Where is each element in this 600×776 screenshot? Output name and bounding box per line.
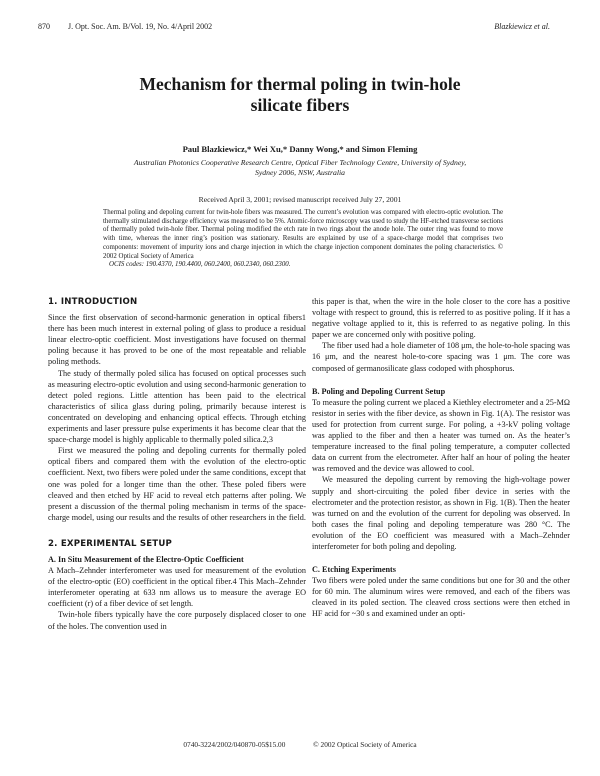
body-paragraph: The study of thermally poled silica has focused on optical processes such as measuring electro-optic evolution and using second-harmonic generation to detect poled regions. Little attention has been paid to the electrical characteristics of silica glass during poling, primarily because interest is concentrated on developing and enhancing optical effects. Through etching experiments and laser pressure pulse experiments it has become clear that the space-charge model is highly applicable to thermally poled silica.2,3	[48, 368, 306, 445]
section-heading-introduction: 1. INTRODUCTION	[48, 297, 138, 307]
left-column	[48, 297, 306, 632]
body-paragraph: this paper is that, when the wire in the hole closer to the core has a positive voltage with respect to ground, this is referred to as positive poling. If it has a negative voltage applied to it, this is referred to as negative poling. In this paper we are concerned only with positive poling.	[312, 297, 570, 340]
issn-price: 0740-3224/2002/040870-05$15.00	[183, 740, 286, 749]
affiliation-line-2: Sydney 2006, NSW, Australia	[255, 168, 345, 177]
section-heading-experimental-setup: 2. EXPERIMENTAL SETUP	[48, 538, 173, 549]
body-paragraph: First we measured the poling and depoling currents for thermally poled optical fibers and compared them with the evolution of the electro-optic coefficient. Next, two fibers were poled under the same conditions, except that one was poled for a longer time than the other. These poled fibers were cleaved and then etched by HF acid to reveal etch patterns after poling. We present a discussion of the thermal poling mechanism in terms of the space-charge model, using our results and the results of other researchers in the field.	[48, 446, 306, 522]
body-paragraph: Twin-hole fibers typically have the core purposely displaced closer to one of the holes. The convention used in	[48, 610, 306, 631]
abstract-text: Thermal poling and depoling current for twin-hole fibers was measured. The current’s evolution was compared with electro-optic evolution. The thermally stimulated discharge efficiency was measured to be 5%. Atomic-force microscopy was used to study the HF-etched transverse sections of thermally poled twin-hole fiber. Thermal poling modified the etch rate in two rings about the anode hole. The outer ring was found to move with time, whereas the inner ring’s position was stationary. Results are explained by use of a space-charge model that comprises two components: movement of impurity ions and charge injection in which the charge injection component dominates the poling characteristics. © 2002 Optical Society of America	[103, 209, 503, 260]
body-paragraph: Since the first observation of second-harmonic generation in optical fibers1 there has been much interest in external poling of glass to produce a residual linear electro-optic coefficient. Most investigations have focused on thermal poling because it has proved to be one of the most repeatable and reliable poling methods.	[48, 313, 306, 367]
running-header	[38, 22, 550, 36]
right-column	[312, 296, 570, 620]
received-dates: Received April 3, 2001; revised manuscript received July 27, 2001	[198, 195, 402, 204]
body-paragraph: A Mach–Zehnder interferometer was used for measurement of the evolution of the electro-optic (EO) coefficient in the optical fiber.4 This Mach–Zehnder interferometer operating at 633 nm allows us to measure the average EO coefficient (r) of a fiber device of set length.	[48, 566, 306, 609]
affiliation-line-1: Australian Photonics Cooperative Research Centre, Optical Fiber Technology Centre, University of Sydney,	[133, 158, 467, 167]
running-authors: Blazkiewicz et al.	[494, 22, 550, 31]
body-paragraph: To measure the poling current we placed a Kiethley electrometer and a 25-MΩ resistor in series with the fiber device, as shown in Fig. 1(A). The resistor was used for protection from current surge. For poling, a +3-kV poling voltage was applied to the fiber and then a heater was turned on. As the heater’s temperature increased to the final poling temperature, a computer collected data on current from the electrometer. After half an hour of poling the heater was removed and the device was allowed to cool.	[312, 397, 570, 474]
subsection-heading-c: C. Etching Experiments	[312, 565, 396, 575]
page-footer	[0, 740, 600, 749]
abstract	[103, 209, 503, 270]
body-paragraph: We measured the depoling current by removing the high-voltage power supply and short-circuiting the poled fiber device in series with the electrometer and the protection resistor, as shown in Fig. 1(B). Then the heater was turned on and the evolution of the current for depoling was observed. In both cases the final poling and depoling temperature was 280 °C. The evolution of the EO coefficient was measured with a Mach–Zehnder interferometer for both poling and depoling.	[312, 475, 570, 551]
title-line-1: Mechanism for thermal poling in twin-hole	[139, 74, 461, 94]
affiliation	[90, 158, 510, 178]
body-paragraph: The fiber used had a hole diameter of 108 μm, the hole-to-hole spacing was 16 μm, and the nearest hole-to-core spacing was 1 μm. The core was composed of germanosilicate glass codoped with phosphorus.	[312, 341, 570, 373]
title-line-2: silicate fibers	[250, 95, 350, 115]
body-paragraph: Two fibers were poled under the same conditions but one for 30 and the other for 60 min. The aluminum wires were removed, and each of the fibers was cleaved in its poled section. The cleaved cross sections were then etched in HF acid for ~30 s and examined under an opti-	[312, 576, 570, 619]
subsection-heading-b: B. Poling and Depoling Current Setup	[312, 386, 446, 396]
subsection-heading-a: A. In Situ Measurement of the Electro-Optic Coefficient	[48, 554, 244, 564]
author-list: Paul Blazkiewicz,* Wei Xu,* Danny Wong,* and Simon Fleming	[182, 144, 418, 154]
copyright-notice: © 2002 Optical Society of America	[313, 740, 417, 749]
article-title	[80, 74, 520, 116]
journal-citation: J. Opt. Soc. Am. B/Vol. 19, No. 4/April 2002	[68, 22, 213, 31]
page-number: 870	[38, 22, 50, 31]
ocis-codes: OCIS codes: 190.4370, 190.4400, 060.2400, 060.2340, 060.2300.	[109, 261, 291, 269]
